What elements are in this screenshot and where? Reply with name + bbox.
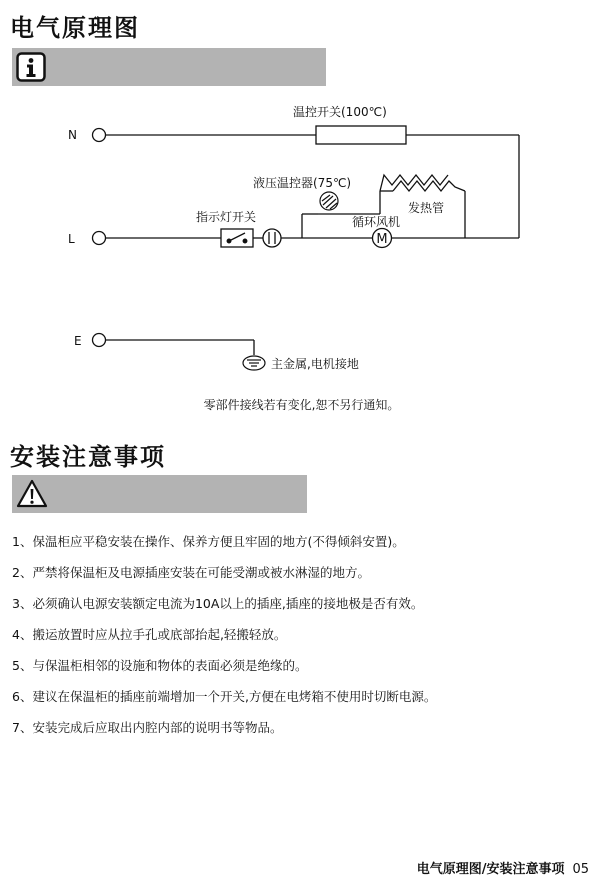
change-notice: 零部件接线若有变化,恕不另行通知。 [203,398,400,412]
footer-label: 电气原理图/安装注意事项 [416,862,565,877]
hydraulic-thermostat-icon [318,192,340,214]
fan-motor-icon [373,229,392,248]
instruction-item: 4、搬运放置时应从拉手孔或底部抬起,轻搬轻放。 [12,627,287,642]
instruction-item: 6、建议在保温柜的插座前端增加一个开关,方便在电烤箱不使用时切断电源。 [12,689,437,704]
instruction-item: 3、必须确认电源安装额定电流为10A以上的插座,插座的接地极是否有效。 [12,596,424,611]
ground-icon [243,356,265,370]
hydraulic-thermostat-label: 液压温控器(75℃) [253,176,352,190]
instruction-item: 7、安装完成后应取出内腔内部的说明书等物品。 [12,720,283,735]
section-title-installation: 安装注意事项 [10,443,166,471]
thermostat-fuse [316,126,406,144]
page-footer [417,858,589,877]
indicator-switch-label: 指示灯开关 [196,210,257,224]
motor-symbol: M [376,232,388,247]
heater-label: 发热管 [408,201,445,215]
terminal-e-circle [93,334,106,347]
heater-element-lower [393,181,465,191]
switch-icon [227,233,247,243]
info-icon [16,52,46,82]
heater-element [380,175,448,191]
fan-label: 循环风机 [352,215,401,229]
warning-icon [16,479,48,509]
instruction-item: 2、严禁将保温柜及电源插座安装在可能受潮或被水淋湿的地方。 [12,565,370,580]
terminal-e-label: E [74,334,82,348]
indicator-switch [221,229,253,247]
terminal-n-circle [93,129,106,142]
warning-banner [12,475,307,513]
ground-label: 主金属,电机接地 [271,357,359,371]
thermostat-label: 温控开关(100℃) [293,105,387,119]
instruction-list [12,532,436,749]
page-number: 05 [572,862,589,877]
instruction-item: 5、与保温柜相邻的设施和物体的表面必须是绝缘的。 [12,658,308,673]
wiring-diagram [0,95,603,395]
indicator-lamp-icon [263,229,281,247]
section-title-wiring: 电气原理图 [10,14,140,42]
terminal-l-label: L [68,232,75,246]
info-banner [12,48,326,86]
terminal-n-label: N [68,128,77,142]
instruction-item: 1、保温柜应平稳安装在操作、保养方便且牢固的地方(不得倾斜安置)。 [12,534,405,549]
terminal-l-circle [93,232,106,245]
